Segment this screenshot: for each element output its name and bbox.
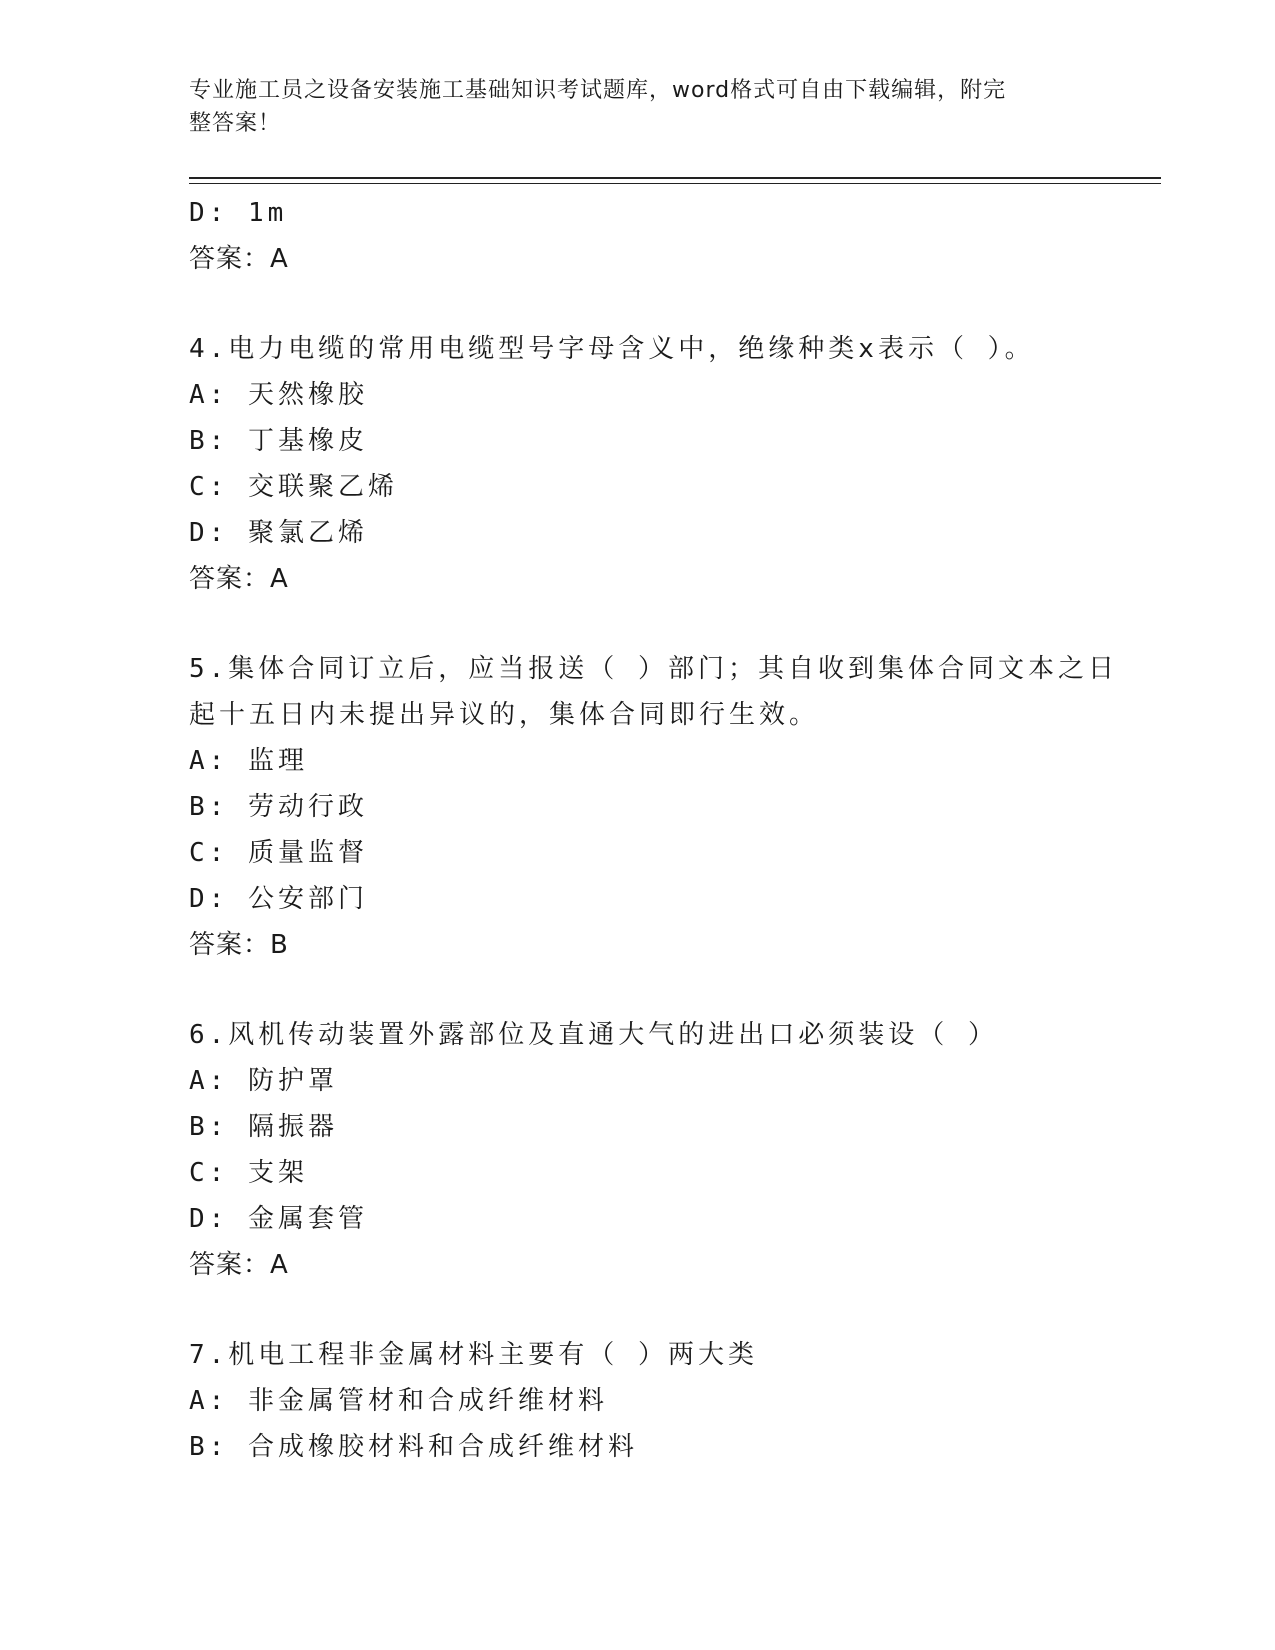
- question-stem: 7.机电工程非金属材料主要有（ ）两大类: [189, 1340, 758, 1370]
- option-d: D: 公安部门: [189, 884, 368, 914]
- document-body: [189, 190, 1118, 1470]
- option-c: C: 质量监督: [189, 838, 368, 868]
- option-d: D: 金属套管: [189, 1204, 368, 1234]
- option-d: D: 聚氯乙烯: [189, 518, 368, 548]
- header-line-1: 专业施工员之设备安装施工基础知识考试题库，word格式可自由下载编辑，附完: [189, 78, 1007, 103]
- option-b: B: 劳动行政: [189, 792, 368, 822]
- option-b: B: 合成橡胶材料和合成纤维材料: [189, 1432, 638, 1462]
- question-6: [189, 1012, 1089, 1288]
- question-stem: 4.电力电缆的常用电缆型号字母含义中，绝缘种类x表示（ ）。: [189, 334, 1035, 364]
- answer-line: 答案：A: [189, 564, 289, 594]
- question-spacer: [189, 1288, 1089, 1332]
- answer-line: 答案：B: [189, 930, 289, 960]
- option-d: D: 1m: [189, 198, 288, 228]
- header-rule-thick: [189, 177, 1161, 179]
- option-b: B: 隔振器: [189, 1112, 338, 1142]
- option-b: B: 丁基橡皮: [189, 426, 368, 456]
- answer-line: 答案：A: [189, 1250, 289, 1280]
- option-a: A: 非金属管材和合成纤维材料: [189, 1386, 608, 1416]
- question-7: [189, 1332, 1089, 1470]
- option-c: C: 支架: [189, 1158, 308, 1188]
- question-spacer: [189, 968, 1089, 1012]
- document-header: [189, 74, 1069, 140]
- question-5: [189, 646, 1118, 968]
- question-stem: 6.风机传动装置外露部位及直通大气的进出口必须装设（ ）: [189, 1020, 998, 1050]
- answer-line: 答案：A: [189, 244, 289, 274]
- question-spacer: [189, 602, 1089, 646]
- question-stem-line-1: 5.集体合同订立后，应当报送（ ）部门；其自收到集体合同文本之日: [189, 654, 1118, 684]
- option-a: A: 监理: [189, 746, 308, 776]
- option-a: A: 天然橡胶: [189, 380, 368, 410]
- question-spacer: [189, 282, 1089, 326]
- header-line-2: 整答案！: [189, 111, 282, 136]
- option-a: A: 防护罩: [189, 1066, 338, 1096]
- header-rule-thin: [189, 183, 1161, 184]
- question-4: [189, 326, 1089, 602]
- option-c: C: 交联聚乙烯: [189, 472, 398, 502]
- question-stem-line-2: 起十五日内未提出异议的，集体合同即行生效。: [189, 700, 820, 730]
